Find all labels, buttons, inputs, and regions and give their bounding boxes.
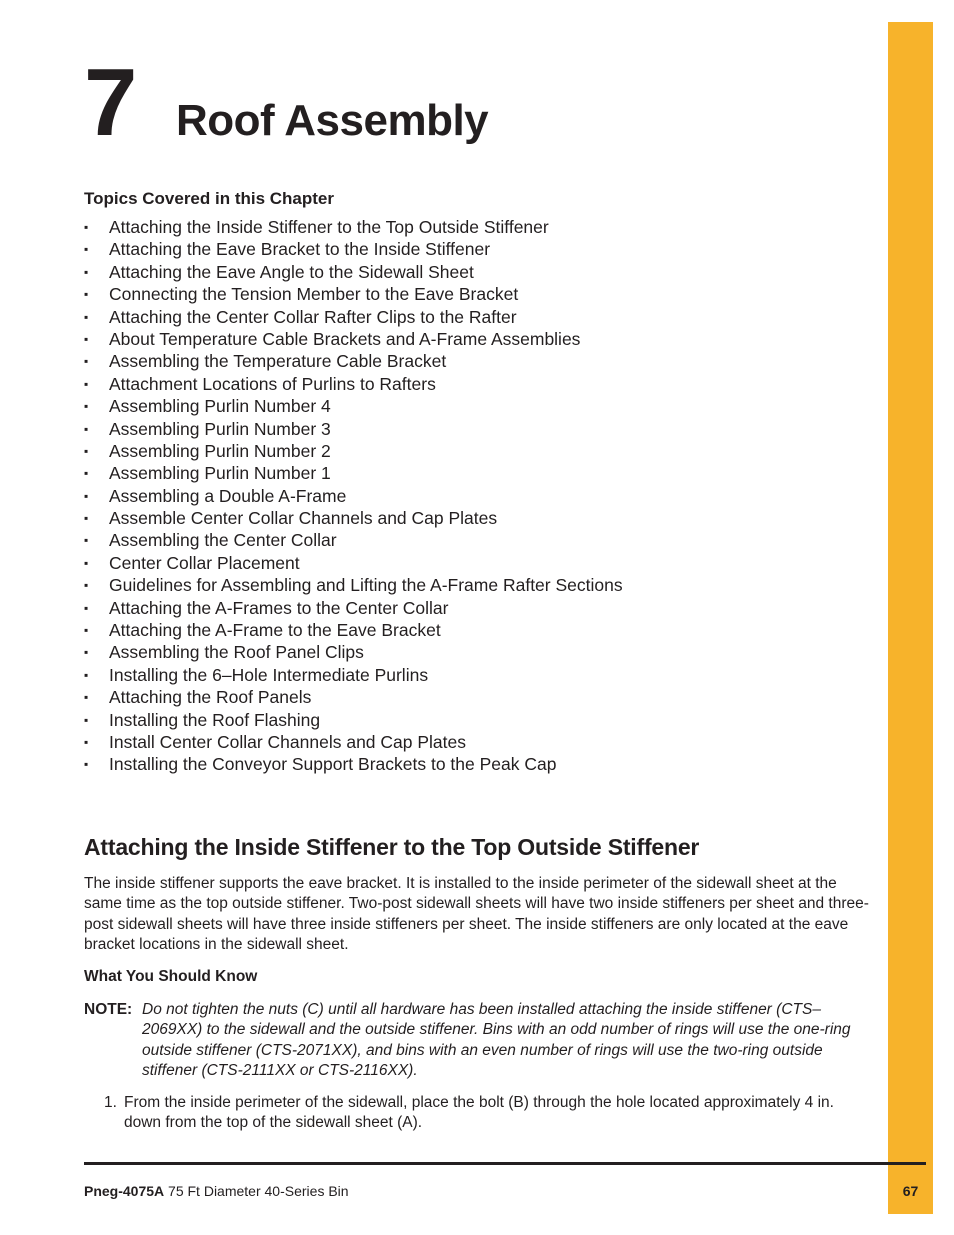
section-body-paragraph: The inside stiffener supports the eave bracket. It is installed to the inside perimeter of the sidewall sheet at the same time as the top outside stiffener. Two-post sidewall sheets will have two inside stiffeners per sheet and three-post sidewall sheets will have three inside stiffeners per sheet. The inside stiffeners are only located at the eave bracket locations in the sidewall sheet. [84, 875, 869, 953]
topic-label: Attaching the Eave Bracket to the Inside Stiffener [109, 239, 491, 260]
topic-list-item [84, 462, 623, 484]
topic-list-item [84, 731, 623, 753]
topic-list-item [84, 440, 623, 462]
topic-label: Assembling Purlin Number 4 [109, 396, 331, 417]
topic-label: Installing the 6–Hole Intermediate Purlins [109, 664, 429, 685]
topic-label: Assembling a Double A-Frame [109, 485, 347, 506]
bullet-icon: ▪ [84, 399, 89, 414]
topic-list-item [84, 216, 623, 238]
step-text: From the inside perimeter of the sidewall, place the bolt (B) through the hole located approximately 4 in. down from the top of the sidewall sheet (A). [124, 1094, 834, 1132]
step-item [104, 1093, 874, 1134]
topic-list-item [84, 485, 623, 507]
topic-label: Assembling Purlin Number 2 [109, 440, 331, 461]
bullet-icon: ▪ [84, 309, 89, 324]
topic-label: Assemble Center Collar Channels and Cap Plates [109, 508, 498, 529]
topic-label: Installing the Roof Flashing [109, 709, 321, 730]
bullet-icon: ▪ [84, 578, 89, 593]
topic-list-item [84, 238, 623, 260]
topic-list-item [84, 507, 623, 529]
bullet-icon: ▪ [84, 220, 89, 234]
bullet-icon: ▪ [84, 421, 89, 436]
bullet-icon: ▪ [84, 600, 89, 615]
topic-list-item [84, 306, 623, 328]
topics-heading: Topics Covered in this Chapter [84, 189, 335, 208]
chapter-tab-bar [888, 22, 933, 1214]
bullet-icon: ▪ [84, 690, 89, 705]
topic-list-item [84, 395, 623, 417]
topic-list-item [84, 373, 623, 395]
bullet-icon: ▪ [84, 443, 89, 458]
topic-label: Assembling the Temperature Cable Bracket [109, 351, 447, 372]
bullet-icon: ▪ [84, 287, 89, 302]
topic-label: Attachment Locations of Purlins to Rafters [109, 373, 436, 394]
bullet-icon: ▪ [84, 667, 89, 682]
topic-label: Assembling Purlin Number 1 [109, 463, 331, 484]
topic-list-item [84, 261, 623, 283]
note-label: NOTE: [84, 1001, 133, 1018]
topic-label: Attaching the Center Collar Rafter Clips to the Rafter [109, 306, 517, 327]
footer-document-info [84, 1183, 349, 1199]
bullet-icon: ▪ [84, 533, 89, 548]
topic-label: Assembling Purlin Number 3 [109, 418, 331, 439]
topic-list-item [84, 418, 623, 440]
bullet-icon: ▪ [84, 511, 89, 526]
topic-list-item [84, 574, 623, 596]
topic-list-item [84, 753, 623, 775]
bullet-icon: ▪ [84, 734, 89, 749]
topic-label: Attaching the Inside Stiffener to the Top Outside Stiffener [109, 217, 549, 237]
topic-label: Installing the Conveyor Support Brackets to the Peak Cap [109, 754, 557, 775]
chapter-number: 7 [84, 49, 138, 156]
topic-label: Install Center Collar Channels and Cap Plates [109, 731, 466, 752]
topic-label: About Temperature Cable Brackets and A-Frame Assemblies [109, 328, 581, 349]
topic-list-item [84, 641, 623, 663]
bullet-icon: ▪ [84, 376, 89, 391]
note-text: Do not tighten the nuts (C) until all hardware has been installed attaching the inside stiffener (CTS–2069XX) to the sidewall and the outside stiffener. Bins with an odd number of rings will use the one-ring outside stiffener (CTS-2071XX), and bins with an even number of rings will use the two-ring outside stiffener (CTS-2111XX or CTS-2116XX). [142, 1001, 851, 1079]
bullet-icon: ▪ [84, 242, 89, 257]
footer-divider [84, 1162, 926, 1165]
topic-label: Assembling the Roof Panel Clips [109, 642, 364, 663]
bullet-icon: ▪ [84, 645, 89, 660]
bullet-icon: ▪ [84, 712, 89, 727]
topic-label: Assembling the Center Collar [109, 530, 337, 551]
topic-label: Connecting the Tension Member to the Eave Bracket [109, 284, 519, 305]
footer-doc-title: 75 Ft Diameter 40-Series Bin [168, 1183, 349, 1199]
bullet-icon: ▪ [84, 354, 89, 369]
topic-list-item [84, 709, 623, 731]
topic-list-item [84, 619, 623, 641]
page-number: 67 [902, 1183, 919, 1199]
section-heading: Attaching the Inside Stiffener to the Top Outside Stiffener [84, 834, 700, 860]
bullet-icon: ▪ [84, 757, 89, 772]
bullet-icon: ▪ [84, 264, 89, 279]
topic-list-item [84, 529, 623, 551]
bullet-icon: ▪ [84, 331, 89, 346]
topic-list-item [84, 328, 623, 350]
footer-doc-id: Pneg-4075A [84, 1183, 165, 1199]
topic-list-item [84, 686, 623, 708]
topic-label: Attaching the A-Frames to the Center Collar [109, 597, 449, 618]
topic-list-item [84, 283, 623, 305]
topic-label: Attaching the Roof Panels [109, 687, 312, 708]
bullet-icon: ▪ [84, 623, 89, 638]
step-number: 1. [104, 1094, 117, 1111]
bullet-icon: ▪ [84, 488, 89, 503]
topic-label: Center Collar Placement [109, 552, 300, 573]
topic-list-item [84, 597, 623, 619]
topic-label: Guidelines for Assembling and Lifting the A-Frame Rafter Sections [109, 575, 623, 596]
topic-list-item [84, 350, 623, 372]
topic-label: Attaching the A-Frame to the Eave Bracket [109, 620, 441, 641]
topic-list-item [84, 552, 623, 574]
topics-list [84, 216, 623, 776]
bullet-icon: ▪ [84, 555, 89, 570]
what-you-should-know-heading: What You Should Know [84, 968, 258, 985]
topic-label: Attaching the Eave Angle to the Sidewall Sheet [109, 261, 474, 282]
bullet-icon: ▪ [84, 466, 89, 481]
topic-list-item [84, 664, 623, 686]
chapter-title: Roof Assembly [176, 96, 489, 145]
note-block [84, 1000, 876, 1081]
